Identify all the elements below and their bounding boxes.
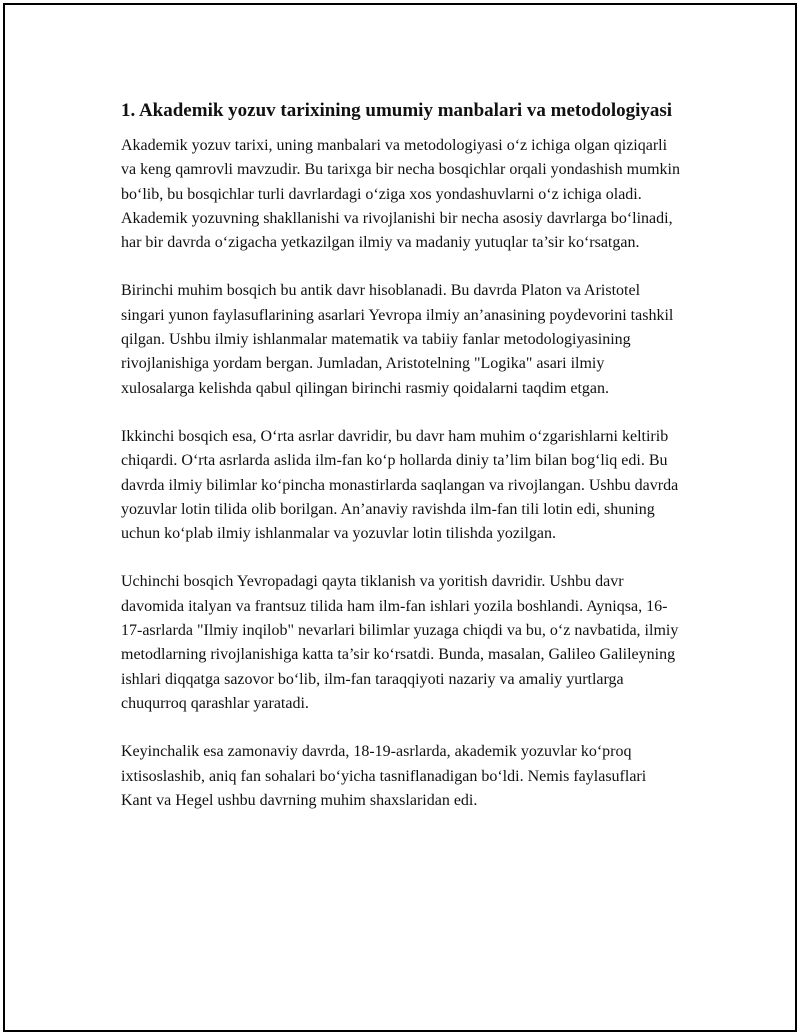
paragraph-middle-ages: Ikkinchi bosqich esa, O‘rta asrlar davridir, bu davr ham muhim o‘zgarishlarni keltirib chiqardi. O‘rta asrlarda aslida ilm-fan ko‘p hollarda diniy ta’lim bilan bog‘liq edi. Bu davrda ilmiy bilimlar ko‘pincha monastirlarda saqlangan va rivojlangan. Ushbu davrda yozuvlar lotin tilida olib borilgan. An’anaviy ravishda ilm-fan tili lotin edi, shuning uchun ko‘plab ilmiy ishlanmalar va yozuvlar lotin tilishda yozilgan. — [121, 427, 679, 543]
section-heading: 1. Akademik yozuv tarixining umumiy manbalari va metodologiyasi — [121, 100, 673, 121]
document-body — [121, 97, 681, 837]
paragraph-modern-era: Keyinchalik esa zamonaviy davrda, 18-19-asrlarda, akademik yozuvlar ko‘proq ixtisoslashib, aniq fan sohalari bo‘yicha tasniflanadigan bo‘ldi. Nemis faylasuflari Kant va Hegel ushbu davrning muhim shaxslaridan edi. — [121, 743, 647, 809]
paragraph-intro: Akademik yozuv tarixi, uning manbalari va metodologiyasi o‘z ichiga olgan qiziqarli va keng qamrovli mavzudir. Bu tarixga bir necha bosqichlar orqali yondashish mumkin bo‘lib, bu bosqichlar turli davrlardagi o‘ziga xos yondashuvlarni o‘z ichiga oladi. Akademik yozuvning shakllanishi va rivojlanishi bir necha asosiy davrlarga bo‘linadi, har bir davrda o‘zigacha yetkazilgan ilmiy va madaniy yutuqlar ta’sir ko‘rsatgan. — [121, 137, 680, 252]
paragraph-renaissance: Uchinchi bosqich Yevropadagi qayta tiklanish va yoritish davridir. Ushbu davr davomida italyan va frantsuz tilida ham ilm-fan ishlari yozila boshlandi. Ayniqsa, 16-17-asrlarda "Ilmiy inqilob" nevarlari bilimlar yuzaga chiqdi va bu, o‘z navbatida, ilmiy metodlarning rivojlanishiga katta ta’sir ko‘rsatdi. Bunda, masalan, Galileo Galileyning ishlari diqqatga sazovor bo‘lib, ilm-fan taraqqiyoti nazariy va amaliy yurtlarga chuqurroq qarashlar yaratadi. — [121, 573, 679, 712]
page-frame — [3, 3, 797, 1032]
paragraph-antiquity: Birinchi muhim bosqich bu antik davr hisoblanadi. Bu davrda Platon va Aristotel singari yunon faylasuflarining asarlari Yevropa ilmiy an’anasining poydevorini tashkil qilgan. Ushbu ilmiy ishlanmalar matematik va tabiiy fanlar metodologiyasining rivojlanishiga yordam bergan. Jumladan, Aristotelning "Logika" asari ilmiy xulosalarga kelishda qabul qilingan birinchi rasmiy qoidalarni taqdim etgan. — [121, 282, 674, 397]
